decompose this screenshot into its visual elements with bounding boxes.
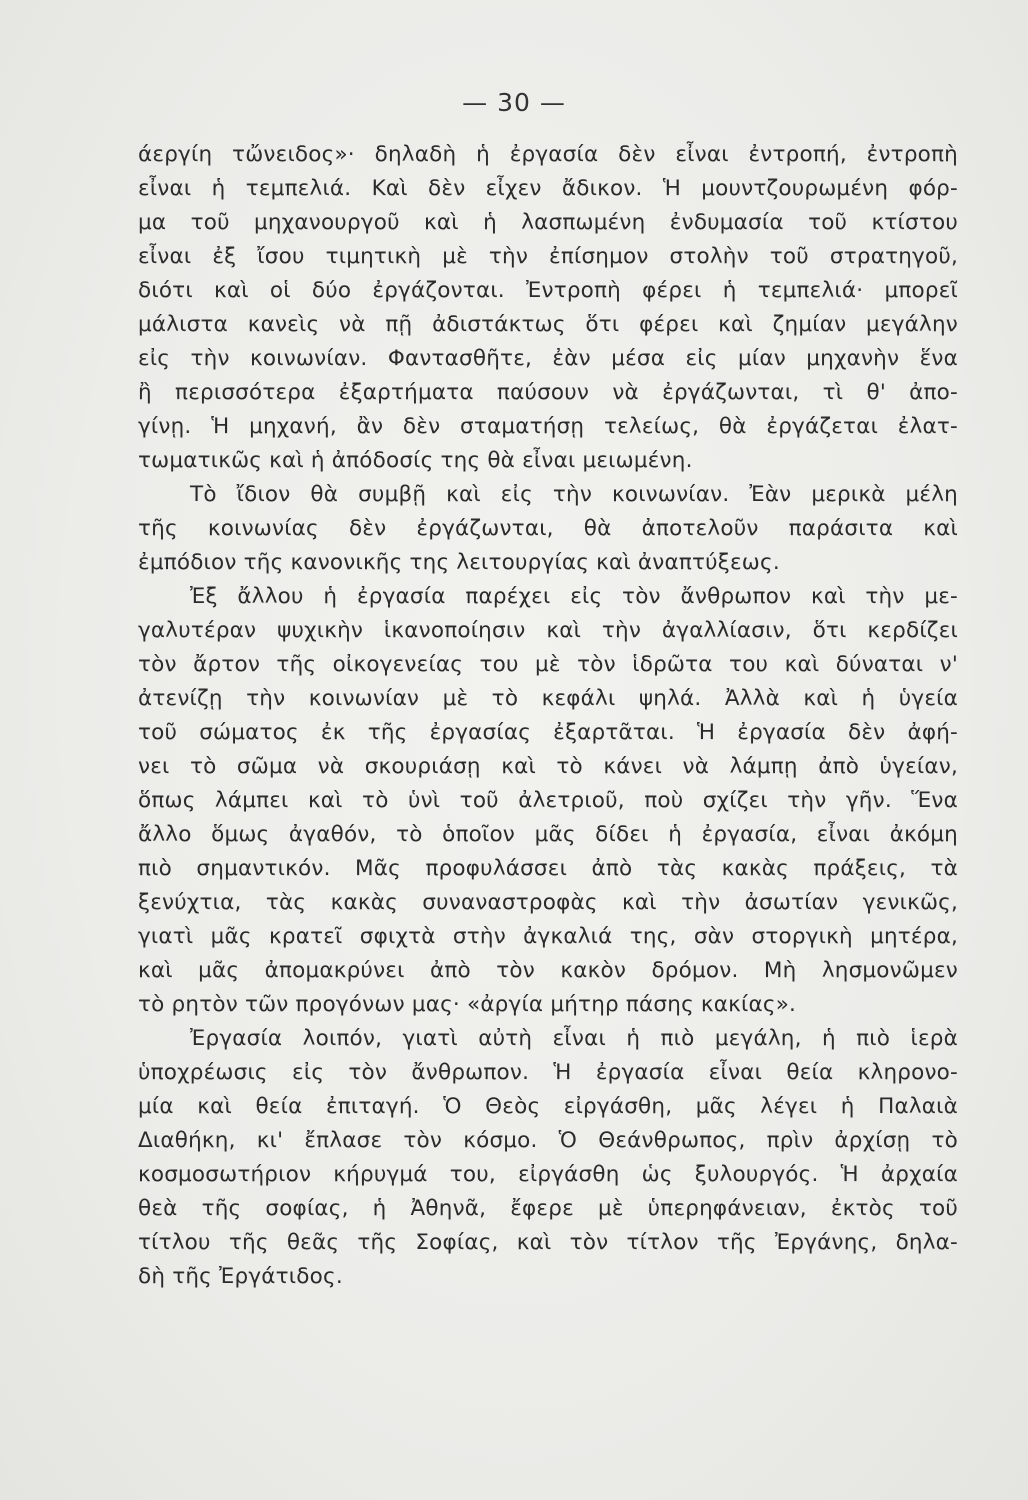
page-number: — 30 — <box>462 88 566 117</box>
text-line: πιὸ σημαντικόν. Μᾶς προφυλάσσει ἀπὸ τὰς κακὰς πράξεις, τὰ <box>138 856 958 881</box>
text-line: Τὸ ἴδιον θὰ συμβῇ καὶ εἰς τὴν κοινωνίαν. Ἐὰν μερικὰ μέλη <box>190 482 958 507</box>
text-line: κοσμοσωτήριον κήρυγμά του, εἰργάσθη ὡς ξυλουργός. Ἡ ἀρχαία <box>138 1162 958 1187</box>
text-line: δὴ τῆς Ἐργάτιδος. <box>138 1264 343 1289</box>
text-line: γίνῃ. Ἡ μηχανή, ἂν δὲν σταματήσῃ τελείως, θὰ ἐργάζεται ἐλατ- <box>138 414 958 439</box>
text-line: τὸ ρητὸν τῶν προγόνων μας· «ἀργία μήτηρ πάσης κακίας». <box>138 992 797 1017</box>
text-line: γαλυτέραν ψυχικὴν ἱκανοποίησιν καὶ τὴν ἀγαλλίασιν, ὅτι κερδίζει <box>138 618 958 643</box>
text-line: διότι καὶ οἱ δύο ἐργάζονται. Ἐντροπὴ φέρει ἡ τεμπελιά· μπορεῖ <box>138 278 958 303</box>
text-line: ὑποχρέωσις εἰς τὸν ἄνθρωπον. Ἡ ἐργασία εἶναι θεία κληρονο- <box>138 1060 958 1085</box>
text-line: ὅπως λάμπει καὶ τὸ ὑνὶ τοῦ ἀλετριοῦ, ποὺ σχίζει τὴν γῆν. Ἕνα <box>138 788 958 813</box>
text-line: ἀτενίζῃ τὴν κοινωνίαν μὲ τὸ κεφάλι ψηλά. Ἀλλὰ καὶ ἡ ὑγεία <box>138 686 958 711</box>
text-line: εἶναι ἡ τεμπελιά. Καὶ δὲν εἶχεν ἄδικον. Ἡ μουντζουρωμένη φόρ- <box>138 176 958 201</box>
text-line: Ἐργασία λοιπόν, γιατὶ αὐτὴ εἶναι ἡ πιὸ μεγάλη, ἡ πιὸ ἱερὰ <box>190 1026 958 1051</box>
text-line: ἐμπόδιον τῆς κανονικῆς της λειτουργίας καὶ ἀναπτύξεως. <box>138 550 780 575</box>
text-line: Ἐξ ἄλλου ἡ ἐργασία παρέχει εἰς τὸν ἄνθρωπον καὶ τὴν με- <box>190 584 958 609</box>
body-text <box>138 138 958 1294</box>
text-line: εἰς τὴν κοινωνίαν. Φαντασθῆτε, ἐὰν μέσα εἰς μίαν μηχανὴν ἕνα <box>138 346 958 371</box>
text-line: καὶ μᾶς ἀπομακρύνει ἀπὸ τὸν κακὸν δρόμον. Μὴ λησμονῶμεν <box>138 958 958 983</box>
text-line: ἄλλο ὅμως ἀγαθόν, τὸ ὁποῖον μᾶς δίδει ἡ ἐργασία, εἶναι ἀκόμη <box>138 822 958 847</box>
text-line: άεργίη τὤνειδος»· δηλαδὴ ἡ ἐργασία δὲν εἶναι ἐντροπή, ἐντροπὴ <box>138 142 958 167</box>
text-line: ξενύχτια, τὰς κακὰς συναναστροφὰς καὶ τὴν ἀσωτίαν γενικῶς, <box>138 890 958 915</box>
text-line: θεὰ τῆς σοφίας, ἡ Ἀθηνᾶ, ἔφερε μὲ ὑπερηφάνειαν, ἐκτὸς τοῦ <box>138 1196 958 1221</box>
text-line: ἢ περισσότερα ἐξαρτήματα παύσουν νὰ ἐργάζωνται, τὶ θ' ἀπο- <box>138 380 958 405</box>
text-line: τωματικῶς καὶ ἡ ἀπόδοσίς της θὰ εἶναι μειωμένη. <box>138 448 693 473</box>
text-line: μάλιστα κανεὶς νὰ πῇ ἀδιστάκτως ὅτι φέρει καὶ ζημίαν μεγάλην <box>138 312 958 337</box>
text-line: τῆς κοινωνίας δὲν ἐργάζωνται, θὰ ἀποτελοῦν παράσιτα καὶ <box>138 516 958 541</box>
text-line: τὸν ἄρτον τῆς οἰκογενείας του μὲ τὸν ἱδρῶτα του καὶ δύναται ν' <box>138 652 958 677</box>
text-line: Διαθήκη, κι' ἔπλασε τὸν κόσμο. Ὁ Θεάνθρωπος, πρὶν ἀρχίσῃ τὸ <box>138 1128 958 1153</box>
text-line: τοῦ σώματος ἐκ τῆς ἐργασίας ἐξαρτᾶται. Ἡ ἐργασία δὲν ἀφή- <box>138 720 958 745</box>
text-line: μα τοῦ μηχανουργοῦ καὶ ἡ λασπωμένη ἐνδυμασία τοῦ κτίστου <box>138 210 958 235</box>
text-line: τίτλου τῆς θεᾶς τῆς Σοφίας, καὶ τὸν τίτλον τῆς Ἐργάνης, δηλα- <box>138 1230 958 1255</box>
text-line: μία καὶ θεία ἐπιταγή. Ὁ Θεὸς εἰργάσθη, μᾶς λέγει ἡ Παλαιὰ <box>138 1094 958 1119</box>
text-line: γιατὶ μᾶς κρατεῖ σφιχτὰ στὴν ἀγκαλιά της, σὰν στοργικὴ μητέρα, <box>138 924 958 949</box>
text-line: νει τὸ σῶμα νὰ σκουριάσῃ καὶ τὸ κάνει νὰ λάμπῃ ἀπὸ ὑγείαν, <box>138 754 958 779</box>
text-line: εἶναι ἐξ ἴσου τιμητικὴ μὲ τὴν ἐπίσημον στολὴν τοῦ στρατηγοῦ, <box>138 244 958 269</box>
